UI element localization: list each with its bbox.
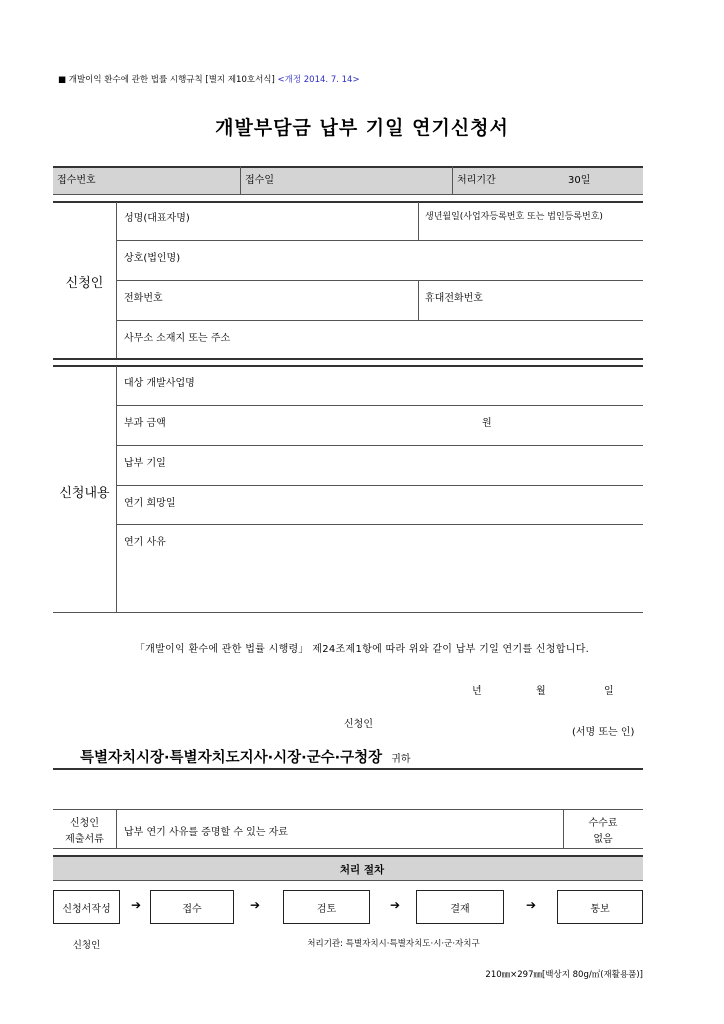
divider xyxy=(116,524,643,525)
date-day[interactable]: 일 xyxy=(604,686,614,697)
addressee-suffix: 귀하 xyxy=(391,754,411,765)
procedure-agency: 처리기관: 특별자치시·특별자치도·시·군·자치구 xyxy=(307,939,480,949)
address-field[interactable]: 사무소 소재지 또는 주소 xyxy=(124,333,231,344)
arrow-right-icon: ➔ xyxy=(250,898,261,912)
divider xyxy=(53,809,643,810)
arrow-right-icon: ➔ xyxy=(526,898,537,912)
divider xyxy=(452,166,453,194)
form-law-reference: ■ 개발이익 환수에 관한 법률 시행규칙 [별지 제10호서식] xyxy=(58,75,275,85)
form-revision-date: <개정 2014. 7. 14> xyxy=(277,75,360,85)
divider xyxy=(116,405,643,406)
step-apply: 신청서작성 xyxy=(53,890,120,924)
name-field[interactable]: 성명(대표자명) xyxy=(124,213,190,224)
divider xyxy=(116,809,117,848)
arrow-right-icon: ➔ xyxy=(131,898,142,912)
desired-date-field[interactable]: 연기 희망일 xyxy=(124,498,176,509)
date-year[interactable]: 년 xyxy=(472,686,482,697)
arrow-right-icon: ➔ xyxy=(390,898,401,912)
receipt-row xyxy=(53,166,643,194)
divider xyxy=(116,485,643,486)
divider xyxy=(116,366,117,612)
fee-value: 없음 xyxy=(593,834,613,845)
amount-unit: 원 xyxy=(482,418,492,429)
paper-size-note: 210㎜×297㎜[백상지 80g/㎡(재활용품)] xyxy=(485,970,643,980)
processing-period-value: 30일 xyxy=(568,175,591,186)
addressee xyxy=(80,746,411,767)
divider xyxy=(418,202,419,240)
step-review: 검토 xyxy=(283,890,370,924)
form-header-note xyxy=(58,73,360,85)
divider xyxy=(240,166,241,194)
due-date-field[interactable]: 납부 기일 xyxy=(124,458,166,469)
applicant-section-label: 신청인 xyxy=(65,276,104,291)
divider xyxy=(116,320,643,321)
fee-label: 수수료 xyxy=(588,818,618,829)
receipt-date-label: 접수일 xyxy=(245,175,274,186)
documents-content: 납부 연기 사유를 증명할 수 있는 자료 xyxy=(124,827,288,838)
procedure-title: 처리 절차 xyxy=(339,864,385,876)
divider xyxy=(53,612,643,613)
divider xyxy=(53,848,643,849)
date-month[interactable]: 월 xyxy=(536,686,546,697)
signature-label: 신청인 xyxy=(344,719,373,730)
divider xyxy=(53,768,643,770)
divider xyxy=(53,855,643,857)
divider xyxy=(418,280,419,320)
mobile-phone-field[interactable]: 휴대전화번호 xyxy=(425,293,483,304)
divider xyxy=(53,880,643,881)
addressee-name: 특별자치시장·특별자치도지사·시장·군수·구청장 xyxy=(80,750,383,766)
divider xyxy=(116,445,643,446)
divider xyxy=(53,194,643,195)
step-notify: 통보 xyxy=(557,890,643,924)
divider xyxy=(53,166,643,168)
divider xyxy=(53,358,643,360)
charge-amount-field[interactable]: 부과 금액 xyxy=(124,418,166,429)
page-title: 개발부담금 납부 기일 연기신청서 xyxy=(215,117,509,139)
processing-period-label: 처리기간 xyxy=(457,175,496,186)
request-section-label: 신청내용 xyxy=(59,486,110,501)
divider xyxy=(116,240,643,241)
birth-or-registration-field[interactable]: 생년월일(사업자등록번호 또는 법인등록번호) xyxy=(425,212,603,222)
step-receipt: 접수 xyxy=(150,890,234,924)
divider xyxy=(116,280,643,281)
documents-label-line1: 신청인 xyxy=(70,818,99,829)
step-approval: 결재 xyxy=(416,890,504,924)
documents-label-line2: 제출서류 xyxy=(65,834,104,845)
procedure-applicant: 신청인 xyxy=(72,940,101,951)
divider xyxy=(53,201,643,203)
reason-field[interactable]: 연기 사유 xyxy=(124,537,166,548)
company-name-field[interactable]: 상호(법인명) xyxy=(124,253,181,264)
receipt-number-label: 접수번호 xyxy=(57,175,96,186)
project-name-field[interactable]: 대상 개발사업명 xyxy=(124,378,195,389)
signature-field[interactable]: (서명 또는 인) xyxy=(572,727,635,738)
divider xyxy=(53,365,643,367)
phone-field[interactable]: 전화번호 xyxy=(124,293,163,304)
statement-text: 「개발이익 환수에 관한 법률 시행령」 제24조제1항에 따라 위와 같이 납부 기일 연기를 신청합니다. xyxy=(134,644,590,655)
